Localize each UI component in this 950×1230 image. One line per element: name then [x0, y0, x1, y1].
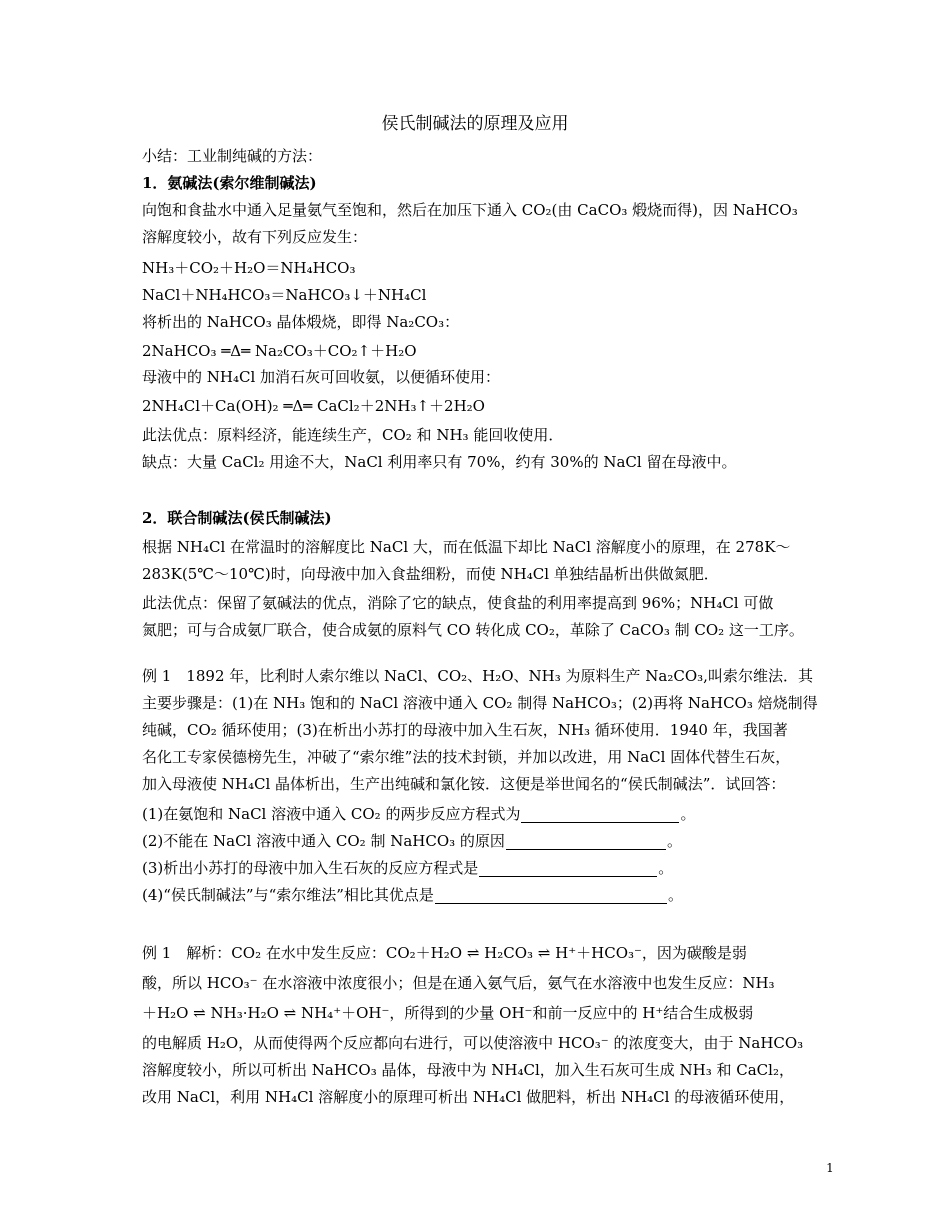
analysis-line: ＋H₂O ⇌ NH₃·H₂O ⇌ NH₄⁺＋OH⁻，所得到的少量 OH⁻和前一反应中的 H⁺结合生成极弱: [142, 1004, 754, 1022]
example-line: 主要步骤是：(1)在 NH₃ 饱和的 NaCl 溶液中通入 CO₂ 制得 NaHCO₃；(2)再将 NaHCO₃ 焙烧制得: [142, 694, 818, 712]
question-end: 。: [658, 859, 674, 877]
paragraph-line: 向饱和食盐水中通入足量氨气至饱和，然后在加压下通入 CO₂(由 CaCO₃ 煅烧而得)，因 NaHCO₃: [142, 201, 798, 219]
example-line: 纯碱，CO₂ 循环使用；(3)在析出小苏打的母液中加入生石灰，NH₃ 循环使用．1940 年，我国著: [142, 721, 788, 739]
question-3: [142, 857, 812, 879]
answer-blank[interactable]: [506, 833, 666, 850]
paragraph-line: 此法优点：原料经济，能连续生产，CO₂ 和 NH₃ 能回收使用．: [142, 426, 564, 444]
question-text: (2)不能在 NaCl 溶液中通入 CO₂ 制 NaHCO₃ 的原因: [142, 832, 505, 850]
analysis-line: 溶解度较小，所以可析出 NaHCO₃ 晶体，母液中为 NH₄Cl，加入生石灰可生成 NH₃ 和 CaCl₂，: [142, 1061, 794, 1079]
paragraph-line: 母液中的 NH₄Cl 加消石灰可回收氨，以便循环使用：: [142, 368, 501, 386]
paragraph-line: 溶解度较小，故有下列反应发生：: [142, 228, 368, 246]
example-line: 加入母液使 NH₄Cl 晶体析出，生产出纯碱和氯化铵．这便是举世闻名的“侯氏制碱法”．试回答：: [142, 775, 786, 793]
equation-line: 2NaHCO₃ ═Δ═ Na₂CO₃＋CO₂↑＋H₂O: [142, 342, 417, 360]
section-2-heading: 2．联合制碱法(侯氏制碱法): [142, 509, 332, 527]
summary-heading: 小结：工业制纯碱的方法：: [142, 147, 323, 165]
document-title: 侯氏制碱法的原理及应用: [381, 114, 569, 134]
answer-blank[interactable]: [479, 860, 657, 877]
analysis-line: 改用 NaCl，利用 NH₄Cl 溶解度小的原理可析出 NH₄Cl 做肥料，析出 NH₄Cl 的母液循环使用，: [142, 1088, 795, 1106]
paragraph-line: 缺点：大量 CaCl₂ 用途不大，NaCl 利用率只有 70%，约有 30%的 NaCl 留在母液中。: [142, 453, 737, 471]
question-text: (3)析出小苏打的母液中加入生石灰的反应方程式是: [142, 859, 479, 877]
paragraph-line: 283K(5℃～10℃)时，向母液中加入食盐细粉，而使 NH₄Cl 单独结晶析出供做氮肥．: [142, 565, 719, 583]
question-4: [142, 884, 812, 906]
page-number: 1: [826, 1161, 834, 1175]
analysis-line: 例 1 解析：CO₂ 在水中发生反应：CO₂＋H₂O ⇌ H₂CO₃ ⇌ H⁺＋HCO₃⁻，因为碳酸是弱: [142, 944, 747, 962]
equation-line: NaCl＋NH₄HCO₃＝NaHCO₃↓＋NH₄Cl: [142, 286, 427, 304]
question-end: 。: [680, 805, 696, 823]
paragraph-line: 根据 NH₄Cl 在常温时的溶解度比 NaCl 大，而在低温下却比 NaCl 溶解度小的原理，在 278K～: [142, 538, 791, 556]
paragraph-line: 此法优点：保留了氨碱法的优点，消除了它的缺点，使食盐的利用率提高到 96%；NH₄Cl 可做: [142, 594, 774, 612]
section-1-heading: 1．氨碱法(索尔维制碱法): [142, 174, 317, 192]
example-line: 例 1 1892 年，比利时人索尔维以 NaCl、CO₂、H₂O、NH₃ 为原料生产 Na₂CO₃,叫索尔维法．其: [142, 667, 813, 685]
equation-line: 2NH₄Cl＋Ca(OH)₂ ═Δ═ CaCl₂＋2NH₃↑＋2H₂O: [142, 397, 485, 415]
answer-blank[interactable]: [435, 887, 667, 904]
question-end: 。: [666, 832, 682, 850]
analysis-line: 的电解质 H₂O，从而使得两个反应都向右进行，可以使溶液中 HCO₃⁻ 的浓度变大，由于 NaHCO₃: [142, 1034, 804, 1052]
question-1: [142, 803, 812, 825]
answer-blank[interactable]: [521, 806, 679, 823]
paragraph-line: 氮肥；可与合成氨厂联合，使合成氨的原料气 CO 转化成 CO₂，革除了 CaCO₃ 制 CO₂ 这一工序。: [142, 621, 804, 639]
question-2: [142, 830, 812, 852]
example-line: 名化工专家侯德榜先生，冲破了“索尔维”法的技术封锁，并加以改进，用 NaCl 固体代替生石灰，: [142, 748, 791, 766]
question-end: 。: [667, 886, 683, 904]
question-text: (1)在氨饱和 NaCl 溶液中通入 CO₂ 的两步反应方程式为: [142, 805, 521, 823]
equation-line: NH₃＋CO₂＋H₂O＝NH₄HCO₃: [142, 259, 356, 277]
paragraph-line: 将析出的 NaHCO₃ 晶体煅烧，即得 Na₂CO₃：: [142, 313, 460, 331]
question-text: (4)“侯氏制碱法”与“索尔维法”相比其优点是: [142, 886, 434, 904]
analysis-line: 酸，所以 HCO₃⁻ 在水溶液中浓度很小；但是在通入氨气后，氨气在水溶液中也发生反应：NH₃: [142, 974, 775, 992]
